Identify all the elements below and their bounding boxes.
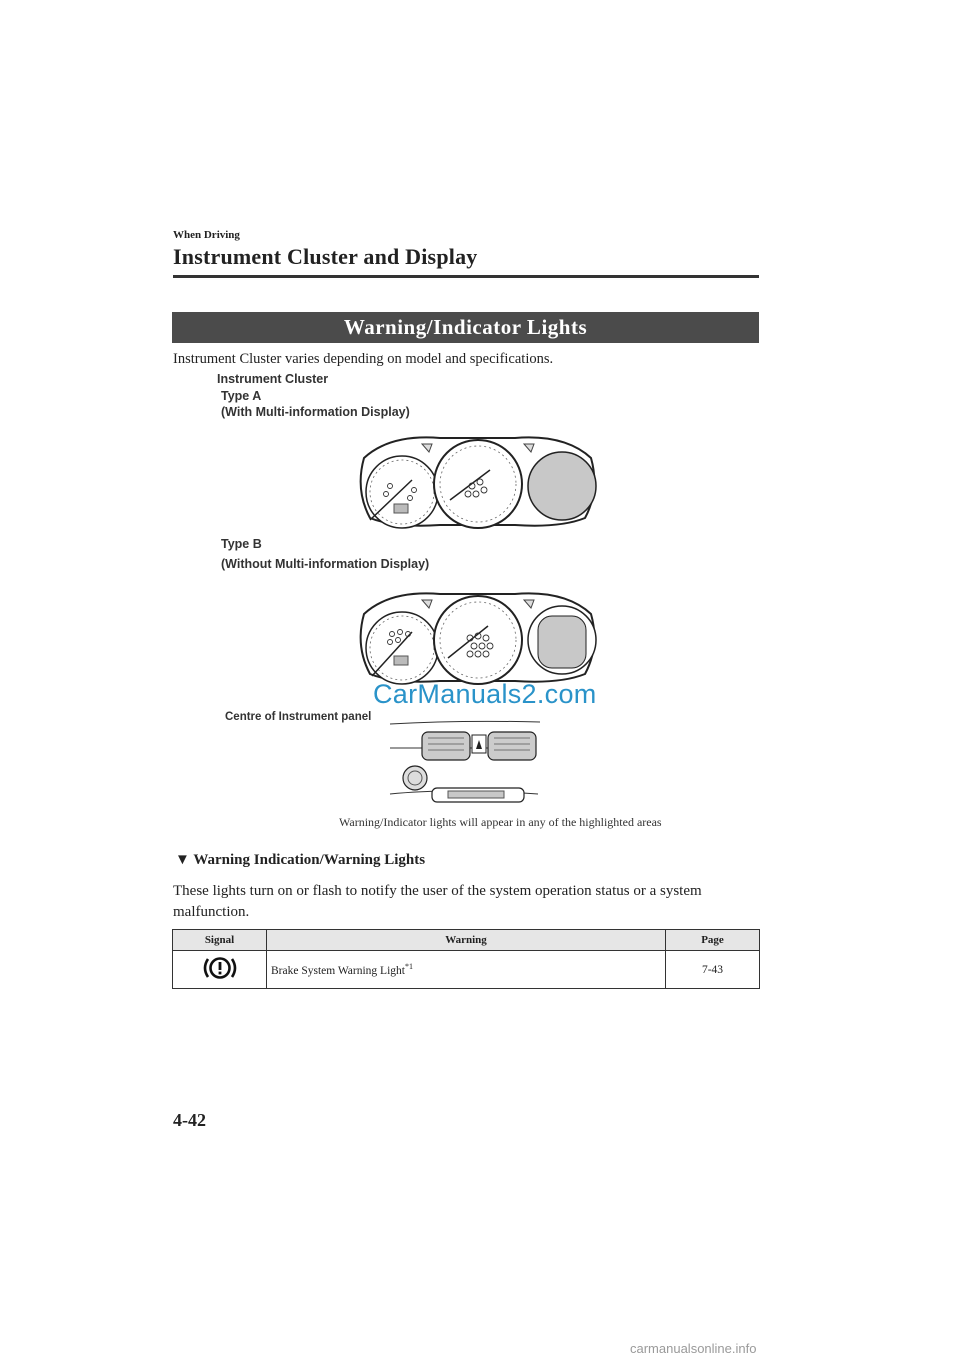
table-header-row [173, 930, 760, 951]
type-b-label: Type B [221, 537, 262, 551]
figure-caption: Warning/Indicator lights will appear in any of the highlighted areas [339, 815, 662, 829]
type-a-label: Type A [221, 389, 262, 403]
title-divider [173, 275, 759, 278]
section-heading [175, 852, 425, 869]
watermark-logo: CarManuals2.com [373, 679, 597, 709]
table-row [173, 951, 760, 989]
banner-title: Warning/Indicator Lights [343, 315, 588, 339]
type-a-note: (With Multi-information Display) [221, 405, 410, 419]
header-signal: Signal [173, 930, 267, 951]
brake-warning-icon [202, 955, 238, 981]
page-number: 4-42 [173, 1110, 206, 1130]
intro-text: Instrument Cluster varies depending on model and specifications. [173, 351, 554, 367]
page-cell: 7-43 [666, 951, 760, 989]
cluster-type-a-illustration [350, 420, 605, 532]
heading-text: Warning Indication/Warning Lights [193, 852, 426, 868]
header-warning: Warning [267, 930, 666, 951]
section-label: When Driving [173, 229, 240, 241]
type-b-note: (Without Multi-information Display) [221, 557, 430, 571]
footer-watermark: carmanualsonline.info [630, 1341, 757, 1356]
figure-title: Instrument Cluster [217, 372, 329, 386]
heading-marker: ▼ [175, 852, 190, 868]
centre-panel-label: Centre of Instrument panel [225, 711, 372, 723]
section-banner [172, 312, 759, 343]
warning-lights-table [172, 929, 760, 989]
centre-panel-illustration [370, 718, 545, 810]
page-title: Instrument Cluster and Display [173, 244, 478, 269]
footnote-marker: *1 [404, 962, 413, 972]
signal-cell [173, 951, 267, 989]
header-page: Page [666, 930, 760, 951]
section-body: These lights turn on or flash to notify the user of the system operation status or a system malfunction. [173, 883, 702, 920]
warning-name: Brake System Warning Light [271, 964, 405, 977]
cluster-type-b-illustration [350, 576, 605, 688]
warning-cell [267, 951, 666, 989]
